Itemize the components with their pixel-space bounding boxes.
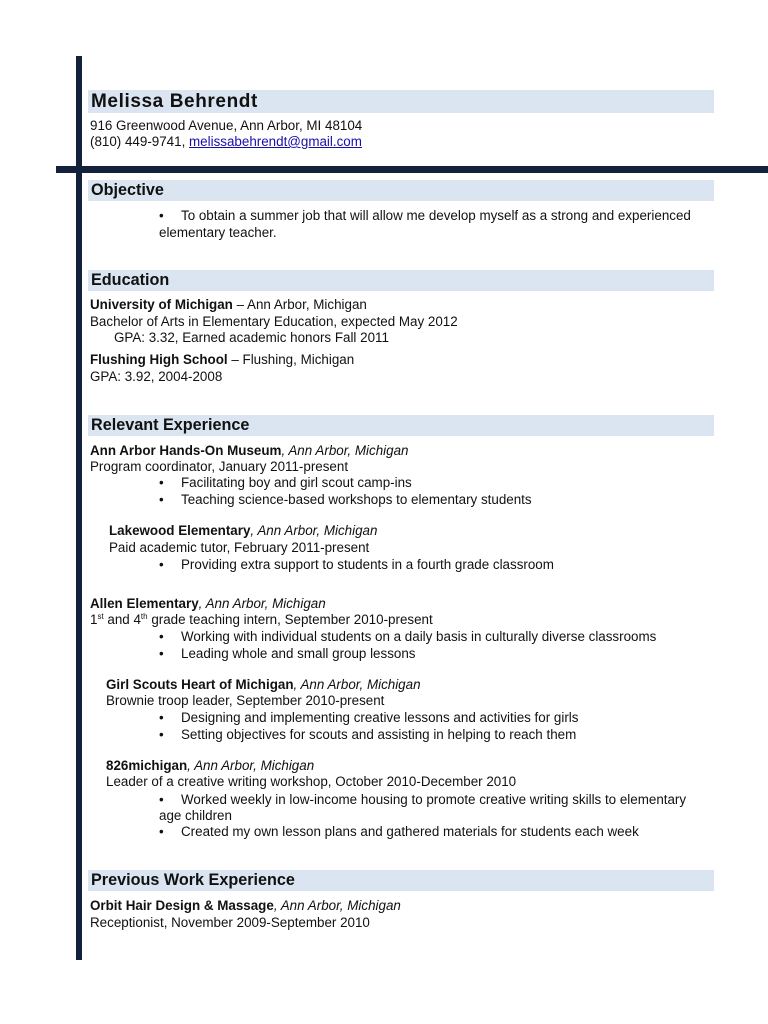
exp-girlscouts-bullet-1: Designing and implementing creative lessons and activities for girls <box>181 710 579 725</box>
edu-umich-name: University of Michigan <box>90 297 233 312</box>
exp-allen-name: Allen Elementary <box>90 596 199 611</box>
section-heading-previous-work: Previous Work Experience <box>88 870 714 891</box>
edu-umich-title <box>90 297 367 313</box>
exp-826michigan-bullet-2: Created my own lesson plans and gathered materials for students each week <box>181 824 639 839</box>
left-accent-bar <box>76 56 82 960</box>
contact-line <box>90 134 362 150</box>
exp-girlscouts-role: Brownie troop leader, September 2010-present <box>106 693 385 708</box>
exp-allen-role-part-2: and 4 <box>103 612 141 627</box>
exp-allen-role-part-1: 1 <box>90 612 98 627</box>
section-heading-education: Education <box>88 270 714 291</box>
exp-allen-title <box>90 596 326 612</box>
exp-allen-role-part-3: grade teaching intern, September 2010-present <box>147 612 433 627</box>
contact-email-link[interactable]: melissabehrendt@gmail.com <box>189 134 362 149</box>
contact-address: 916 Greenwood Avenue, Ann Arbor, MI 48104 <box>90 118 363 133</box>
exp-allen-bullet-1: Working with individual students on a daily basis in culturally diverse classrooms <box>181 629 657 644</box>
header-divider-bar <box>56 166 768 173</box>
resume-name: Melissa Behrendt <box>88 90 714 113</box>
exp-girlscouts-title <box>106 677 421 693</box>
bullet-icon: • <box>159 824 164 839</box>
objective-text-1: To obtain a summer job that will allow me develop myself as a strong and experienced <box>181 208 691 223</box>
bullet-icon: • <box>159 710 164 725</box>
exp-allen-role-sup-1: st <box>97 612 104 621</box>
objective-text-2: elementary teacher. <box>159 225 277 240</box>
exp-aahom-name: Ann Arbor Hands-On Museum <box>90 443 282 458</box>
bullet-icon: • <box>159 557 164 572</box>
exp-826michigan-bullet-1-cont: age children <box>159 808 232 823</box>
prev-orbit-name: Orbit Hair Design & Massage <box>90 898 274 913</box>
exp-allen-location: , Ann Arbor, Michigan <box>198 596 326 611</box>
exp-girlscouts-name: Girl Scouts Heart of Michigan <box>106 677 294 692</box>
exp-girlscouts-bullet-2: Setting objectives for scouts and assisting in helping to reach them <box>181 727 577 742</box>
exp-girlscouts-location: , Ann Arbor, Michigan <box>293 677 421 692</box>
bullet-icon: • <box>159 629 164 644</box>
exp-aahom-title <box>90 443 408 459</box>
edu-fhs-gpa: GPA: 3.92, 2004-2008 <box>90 369 223 384</box>
prev-orbit-role: Receptionist, November 2009-September 2010 <box>90 915 370 930</box>
exp-lakewood-title <box>109 523 377 539</box>
exp-826michigan-title <box>106 758 314 774</box>
bullet-icon: • <box>159 475 164 490</box>
bullet-icon: • <box>159 646 164 661</box>
exp-aahom-role: Program coordinator, January 2011-present <box>90 459 349 474</box>
edu-umich-degree: Bachelor of Arts in Elementary Education, expected May 2012 <box>90 314 458 329</box>
exp-aahom-bullet-1: Facilitating boy and girl scout camp-ins <box>181 475 412 490</box>
edu-umich-location: – Ann Arbor, Michigan <box>232 297 367 312</box>
contact-phone: (810) 449-9741, <box>90 134 186 149</box>
exp-lakewood-role: Paid academic tutor, February 2011-present <box>109 540 370 555</box>
exp-826michigan-location: , Ann Arbor, Michigan <box>187 758 315 773</box>
section-heading-objective: Objective <box>88 180 714 201</box>
bullet-icon: • <box>159 492 164 507</box>
bullet-icon: • <box>159 792 164 807</box>
prev-orbit-location: , Ann Arbor, Michigan <box>273 898 401 913</box>
exp-allen-role-sup-2: th <box>140 612 148 621</box>
exp-allen-bullet-2: Leading whole and small group lessons <box>181 646 416 661</box>
exp-aahom-location: , Ann Arbor, Michigan <box>281 443 409 458</box>
edu-fhs-name: Flushing High School <box>90 352 228 367</box>
exp-826michigan-name: 826michigan <box>106 758 188 773</box>
edu-umich-gpa: GPA: 3.32, Earned academic honors Fall 2011 <box>114 330 389 345</box>
exp-allen-role <box>90 612 433 628</box>
section-heading-relevant-experience: Relevant Experience <box>88 415 714 436</box>
exp-lakewood-name: Lakewood Elementary <box>109 523 251 538</box>
prev-orbit-title <box>90 898 401 914</box>
edu-fhs-title <box>90 352 354 368</box>
exp-826michigan-role: Leader of a creative writing workshop, October 2010-December 2010 <box>106 774 517 789</box>
bullet-icon: • <box>159 208 164 223</box>
exp-lakewood-bullet-1: Providing extra support to students in a fourth grade classroom <box>181 557 554 572</box>
exp-826michigan-bullet-1: Worked weekly in low-income housing to promote creative writing skills to elementary <box>181 792 687 807</box>
exp-aahom-bullet-2: Teaching science-based workshops to elementary students <box>181 492 532 507</box>
exp-lakewood-location: , Ann Arbor, Michigan <box>250 523 378 538</box>
edu-fhs-location: – Flushing, Michigan <box>227 352 355 367</box>
bullet-icon: • <box>159 727 164 742</box>
